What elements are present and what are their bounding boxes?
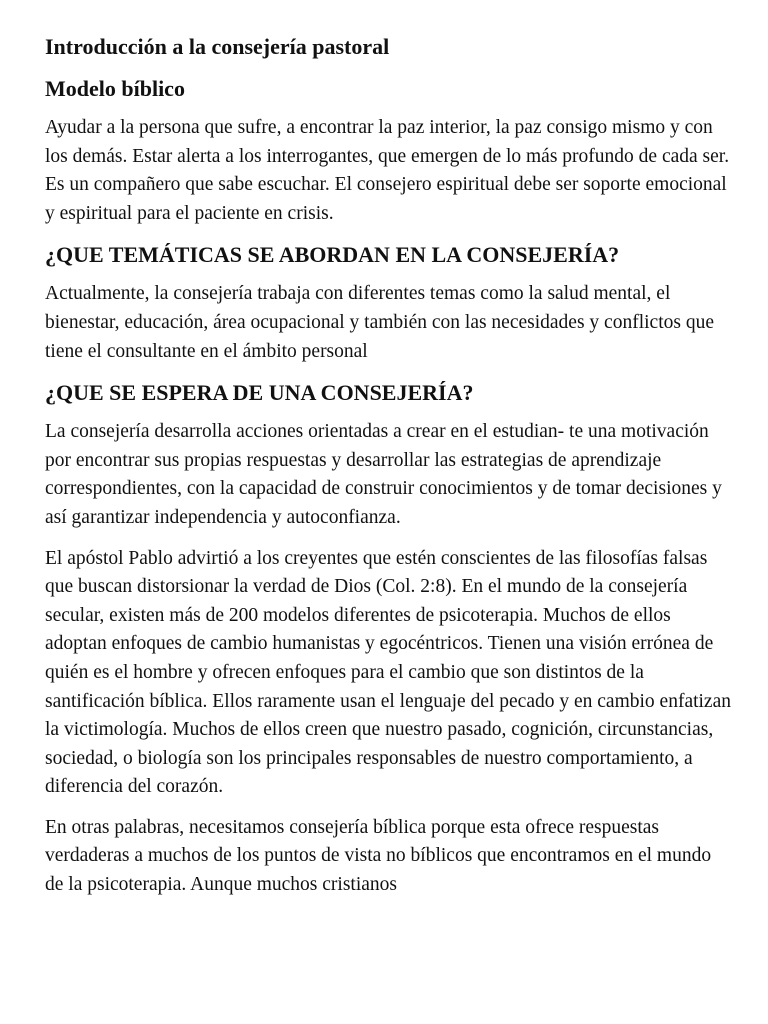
paragraph-espera: La consejería desarrolla acciones orientadas a crear en el estudian- te una motivación por encontrar sus propias respuestas y desarrollar las estrategias de aprendizaje correspondientes, con la capacidad de construir conocimientos y de tomar decisiones y así garantizar independencia y autoconfianza.	[45, 421, 722, 528]
paragraph-pablo: El apóstol Pablo advirtió a los creyentes que estén conscientes de las filosofías falsas que buscan distorsionar la verdad de Dios (Col. 2:8). En el mundo de la consejería secular, existen más de 200 modelos diferentes de psicoterapia. Muchos de ellos adoptan enfoques de cambio humanistas y egocéntricos. Tienen una visión errónea de quién es el hombre y ofrecen enfoques para el cambio que son distintos de la santificación bíblica. Ellos raramente usan el lenguaje del pecado y en cambio enfatizan la victimología. Muchos de ellos creen que nuestro pasado, cognición, circunstancias, sociedad, o biología son los principales responsables de nuestro comportamiento, a diferencia del corazón.	[45, 547, 731, 798]
section-heading-espera: ¿QUE SE ESPERA DE UNA CONSEJERÍA?	[45, 380, 474, 406]
paragraph-otras-palabras: En otras palabras, necesitamos consejería bíblica porque esta ofrece respuestas verdaderas a muchos de los puntos de vista no bíblicos que encontramos en el mundo de la psicoterapia. Aunque muchos cristianos	[45, 816, 712, 896]
document-subtitle: Modelo bíblico	[45, 76, 185, 101]
document-title: Introducción a la consejería pastoral	[45, 34, 390, 59]
section-heading-tematicas: ¿QUE TEMÁTICAS SE ABORDAN EN LA CONSEJERÍA?	[45, 242, 620, 268]
paragraph-intro: Ayudar a la persona que sufre, a encontrar la paz interior, la paz consigo mismo y con los demás. Estar alerta a los interrogantes, que emergen de lo más profundo de cada ser. Es un compañero que sabe escuchar. El consejero espiritual debe ser soporte emocional y espiritual para el paciente en crisis.	[45, 117, 730, 224]
paragraph-tematicas: Actualmente, la consejería trabaja con diferentes temas como la salud mental, el bienestar, educación, área ocupacional y también con las necesidades y conflictos que tiene el consultante en el ámbito personal	[45, 283, 714, 362]
